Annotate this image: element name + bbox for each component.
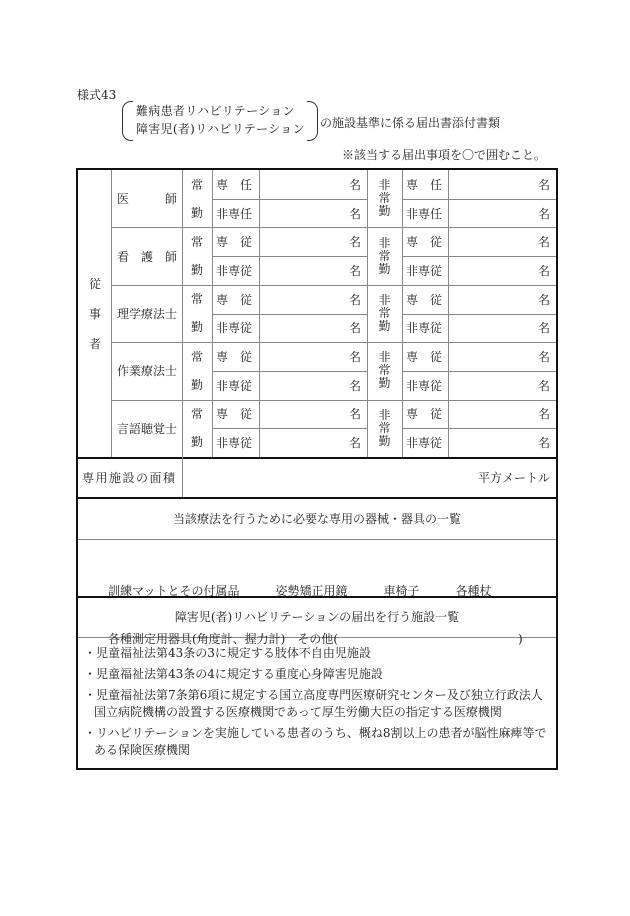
fulltime-type <box>216 227 259 256</box>
fulltime-char: 勤 <box>190 377 203 392</box>
parttime-count-input[interactable] <box>448 342 556 371</box>
parttime-count-input[interactable] <box>448 400 556 429</box>
employment-type: 専 従 <box>406 292 443 307</box>
employment-type: 非専従 <box>216 321 253 336</box>
parttime-char: 常 <box>378 305 391 320</box>
fulltime-type <box>216 285 259 314</box>
parttime-label <box>367 170 402 227</box>
parttime-char: 勤 <box>378 376 391 391</box>
form-number: 様式43 <box>77 88 117 102</box>
employment-type: 非専従 <box>406 436 443 451</box>
employment-type: 非専従 <box>406 263 443 278</box>
role-name: 言語聴覚士 <box>117 421 178 436</box>
parttime-label <box>367 285 402 342</box>
unit-label: 名 <box>537 378 550 393</box>
parttime-char: 勤 <box>378 433 391 448</box>
employment-type: 専 従 <box>406 235 443 250</box>
parttime-label <box>367 342 402 399</box>
fulltime-type <box>216 170 259 199</box>
fulltime-type <box>216 256 259 285</box>
fulltime-char: 常 <box>190 349 203 364</box>
fulltime-type <box>216 371 259 400</box>
equipment-header: 当該療法を行うために必要な専用の器械・器具の一覧 <box>172 511 461 526</box>
employment-type: 非専従 <box>406 321 443 336</box>
unit-label: 名 <box>348 321 361 336</box>
left-bracket <box>122 101 133 141</box>
employment-type: 非専任 <box>406 206 443 221</box>
role-name: 医 師 <box>117 192 178 207</box>
unit-label: 名 <box>537 206 550 221</box>
fulltime-type <box>216 400 259 429</box>
facility-item[interactable]: ・リハビリテーションを実施している患者のうち、概ね8割以上の患者が脳性麻痺等である保険医療機関 <box>84 726 547 757</box>
unit-label: 名 <box>537 177 550 192</box>
role-label <box>117 342 178 399</box>
employment-type: 非専従 <box>216 263 253 278</box>
facility-item[interactable]: ・児童福祉法第43条の3に規定する肢体不自由児施設 <box>84 646 371 660</box>
fulltime-label <box>182 227 212 284</box>
fulltime-count-input[interactable] <box>259 227 367 256</box>
instruction-note: ※該当する届出事項を〇で囲むこと。 <box>341 148 546 162</box>
fulltime-count-input[interactable] <box>259 342 367 371</box>
parttime-char: 非 <box>378 178 391 193</box>
fulltime-count-input[interactable] <box>259 199 367 228</box>
staff-label <box>78 170 112 457</box>
fulltime-char: 勤 <box>190 205 203 220</box>
fulltime-count-input[interactable] <box>259 400 367 429</box>
unit-label: 名 <box>348 350 361 365</box>
unit-label: 名 <box>537 350 550 365</box>
parttime-count-input[interactable] <box>448 285 556 314</box>
parttime-type <box>406 371 448 400</box>
fulltime-char: 勤 <box>190 435 203 450</box>
role-label <box>117 400 178 457</box>
fulltime-count-input[interactable] <box>259 428 367 457</box>
parttime-char: 非 <box>378 235 391 250</box>
role-name: 理学療法士 <box>117 306 178 321</box>
right-bracket <box>307 101 318 141</box>
equipment-line-1[interactable]: 訓練マットとその付属品 姿勢矯正用鏡 車椅子 各種杖 <box>108 584 492 598</box>
role-label <box>117 170 178 227</box>
parttime-count-input[interactable] <box>448 227 556 256</box>
role-label <box>117 285 178 342</box>
facilities-header: 障害児(者)リハビリテーションの届出を行う施設一覧 <box>174 610 460 624</box>
employment-type: 専 従 <box>216 292 253 307</box>
parttime-type <box>406 256 448 285</box>
employment-type: 非専任 <box>216 206 253 221</box>
parttime-type <box>406 170 448 199</box>
unit-label: 名 <box>348 235 361 250</box>
unit-label: 名 <box>348 292 361 307</box>
area-input[interactable] <box>183 457 556 497</box>
parttime-type <box>406 199 448 228</box>
unit-label: 名 <box>348 206 361 221</box>
parttime-char: 常 <box>378 191 391 206</box>
employment-type: 専 従 <box>406 407 443 422</box>
fulltime-label <box>182 170 212 227</box>
parttime-type <box>406 428 448 457</box>
staff-label-char: 事 <box>88 306 101 321</box>
employment-type: 専 従 <box>216 235 253 250</box>
employment-type: 専 従 <box>406 350 443 365</box>
unit-label: 名 <box>348 436 361 451</box>
employment-type: 専 任 <box>406 177 443 192</box>
parttime-type <box>406 227 448 256</box>
parttime-count-input[interactable] <box>448 199 556 228</box>
fulltime-type <box>216 428 259 457</box>
unit-label: 名 <box>348 263 361 278</box>
fulltime-type <box>216 314 259 343</box>
area-label: 専用施設の面積 <box>82 470 177 485</box>
parttime-char: 勤 <box>378 204 391 219</box>
unit-label: 名 <box>537 436 550 451</box>
unit-label: 名 <box>537 235 550 250</box>
parttime-label <box>367 400 402 457</box>
parttime-char: 勤 <box>378 261 391 276</box>
facilities-list <box>78 637 556 768</box>
fulltime-count-input[interactable] <box>259 371 367 400</box>
parttime-char: 常 <box>378 363 391 378</box>
employment-type: 非専従 <box>406 378 443 393</box>
fulltime-label <box>182 285 212 342</box>
title-options <box>136 102 305 138</box>
unit-label: 名 <box>348 378 361 393</box>
fulltime-count-input[interactable] <box>259 256 367 285</box>
fulltime-type <box>216 199 259 228</box>
parttime-char: 非 <box>378 407 391 422</box>
role-name: 作業療法士 <box>117 364 178 379</box>
parttime-type <box>406 285 448 314</box>
form-table <box>76 168 558 770</box>
title-suffix: の施設基準に係る届出書添付書類 <box>320 116 501 130</box>
fulltime-label <box>182 342 212 399</box>
employment-type: 専 従 <box>216 350 253 365</box>
role-name: 看 護 師 <box>117 249 178 264</box>
area-unit: 平方メートル <box>477 470 550 485</box>
parttime-count-input[interactable] <box>448 371 556 400</box>
employment-type: 専 従 <box>216 407 253 422</box>
parttime-label <box>367 227 402 284</box>
staff-label-char: 者 <box>88 336 101 351</box>
parttime-char: 非 <box>378 292 391 307</box>
employment-type: 非専従 <box>216 436 253 451</box>
fulltime-char: 常 <box>190 235 203 250</box>
facility-item[interactable]: ・児童福祉法第7条第6項に規定する国立高度専門医療研究センター及び独立行政法人国立病院機構の設置する医療機関であって厚生労働大臣の指定する医療機関 <box>84 688 543 719</box>
parttime-count-input[interactable] <box>448 314 556 343</box>
parttime-count-input[interactable] <box>448 170 556 199</box>
unit-label: 名 <box>537 407 550 422</box>
parttime-char: 常 <box>378 420 391 435</box>
title-option-intractable-disease[interactable]: 難病患者リハビリテーション <box>136 104 295 118</box>
fulltime-label <box>182 400 212 457</box>
fulltime-char: 常 <box>190 407 203 422</box>
unit-label: 名 <box>537 263 550 278</box>
unit-label: 名 <box>537 292 550 307</box>
parttime-type <box>406 400 448 429</box>
fulltime-char: 勤 <box>190 320 203 335</box>
fulltime-count-input[interactable] <box>259 285 367 314</box>
parttime-type <box>406 314 448 343</box>
fulltime-char: 常 <box>190 292 203 307</box>
parttime-char: 常 <box>378 248 391 263</box>
parttime-char: 非 <box>378 350 391 365</box>
fulltime-char: 常 <box>190 177 203 192</box>
title-option-disabled-child[interactable]: 障害児(者)リハビリテーション <box>136 122 305 136</box>
unit-label: 名 <box>537 321 550 336</box>
fulltime-type <box>216 342 259 371</box>
unit-label: 名 <box>348 407 361 422</box>
parttime-count-input[interactable] <box>448 256 556 285</box>
fulltime-count-input[interactable] <box>259 314 367 343</box>
staff-label-char: 従 <box>88 276 101 291</box>
unit-label: 名 <box>348 177 361 192</box>
role-label <box>117 227 178 284</box>
parttime-char: 勤 <box>378 318 391 333</box>
facility-item[interactable]: ・児童福祉法第43条の4に規定する重度心身障害児施設 <box>84 667 383 681</box>
equipment-line-2[interactable]: 各種測定用器具(角度計、握力計) その他( ) <box>108 632 523 646</box>
parttime-count-input[interactable] <box>448 428 556 457</box>
parttime-type <box>406 342 448 371</box>
fulltime-char: 勤 <box>190 263 203 278</box>
employment-type: 非専従 <box>216 378 253 393</box>
employment-type: 専 任 <box>216 177 253 192</box>
fulltime-count-input[interactable] <box>259 170 367 199</box>
